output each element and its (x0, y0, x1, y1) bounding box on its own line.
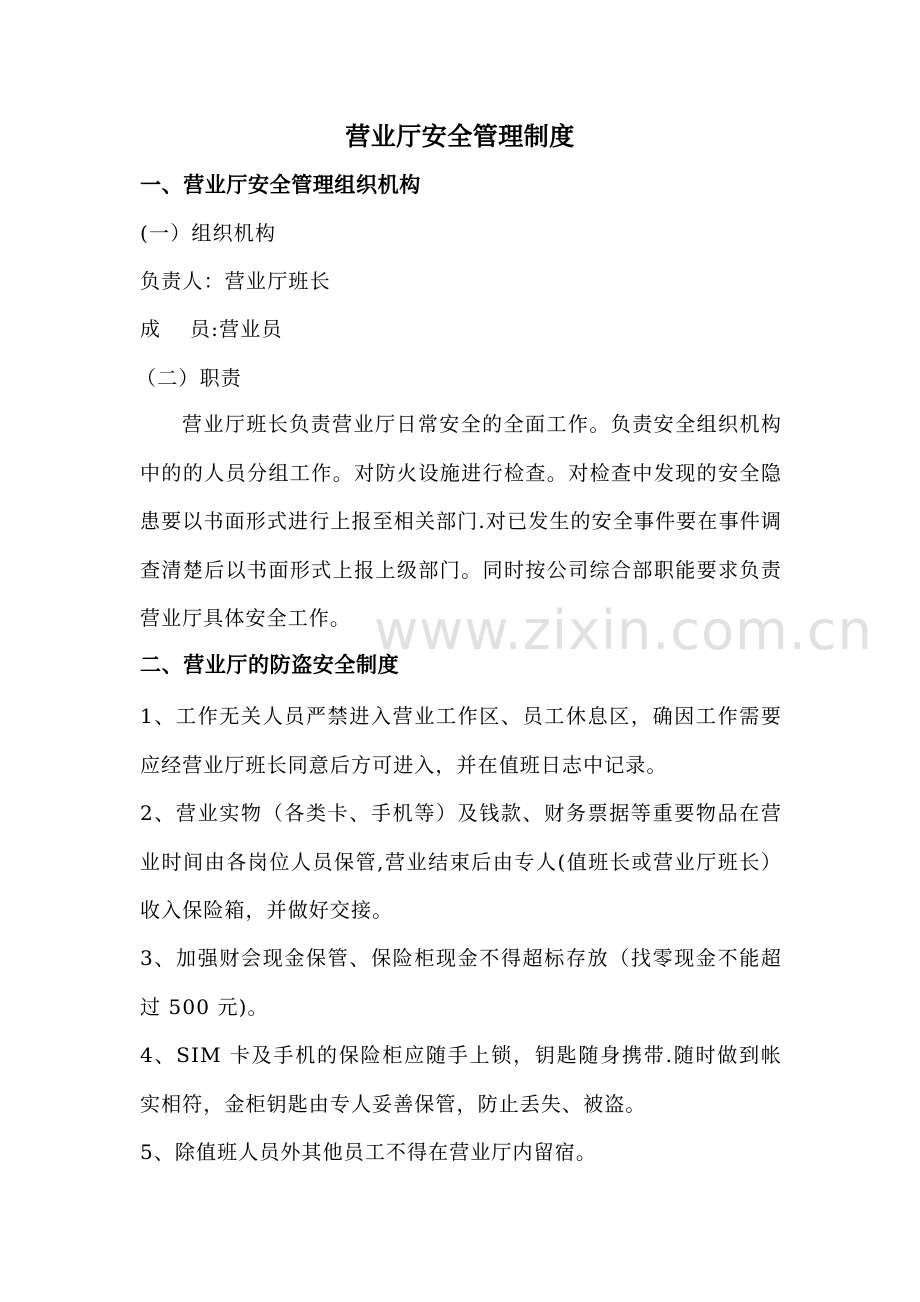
section-2-heading: 二、营业厅的防盗安全制度 (140, 653, 400, 677)
leader-line: 负责人：营业厅班长 (140, 269, 331, 293)
section-1-heading: 一、营业厅安全管理组织机构 (140, 173, 421, 197)
rule-item-3: 3、加强财会现金保管、保险柜现金不得超标存放（找零现金不能超过 500 元)。 (140, 946, 782, 1019)
subsection-organization: (一）组织机构 (140, 221, 277, 245)
document-title: 营业厅安全管理制度 (345, 122, 575, 151)
members-line: 成 员:营业员 (140, 317, 283, 341)
rule-item-4: 4、SIM 卡及手机的保险柜应随手上锁，钥匙随身携带.随时做到帐实相符，金柜钥匙由专人妥善保管，防止丢失、被盗。 (140, 1043, 782, 1116)
subsection-duties: （二）职责 (136, 366, 242, 390)
rule-item-1: 1、工作无关人员严禁进入营业工作区、员工休息区，确因工作需要应经营业厅班长同意后方可进入，并在值班日志中记录。 (140, 704, 782, 777)
rule-item-2: 2、营业实物（各类卡、手机等）及钱款、财务票据等重要物品在营业时间由各岗位人员保管,营业结束后由专人(值班长或营业厅班长）收入保险箱，并做好交接。 (140, 801, 782, 922)
watermark: www.zixin.com.cn (374, 599, 873, 662)
rule-item-5: 5、除值班人员外其他员工不得在营业厅内留宿。 (140, 1140, 597, 1164)
duties-paragraph: 营业厅班长负责营业厅日常安全的全面工作。负责安全组织机构中的的人员分组工作。对防火设施进行检查。对检查中发现的安全隐患要以书面形式进行上报至相关部门.对已发生的安全事件要在事件调查清楚后以书面形式上报上级部门。同时按公司综合部职能要求负责营业厅具体安全工作。 (140, 412, 782, 630)
